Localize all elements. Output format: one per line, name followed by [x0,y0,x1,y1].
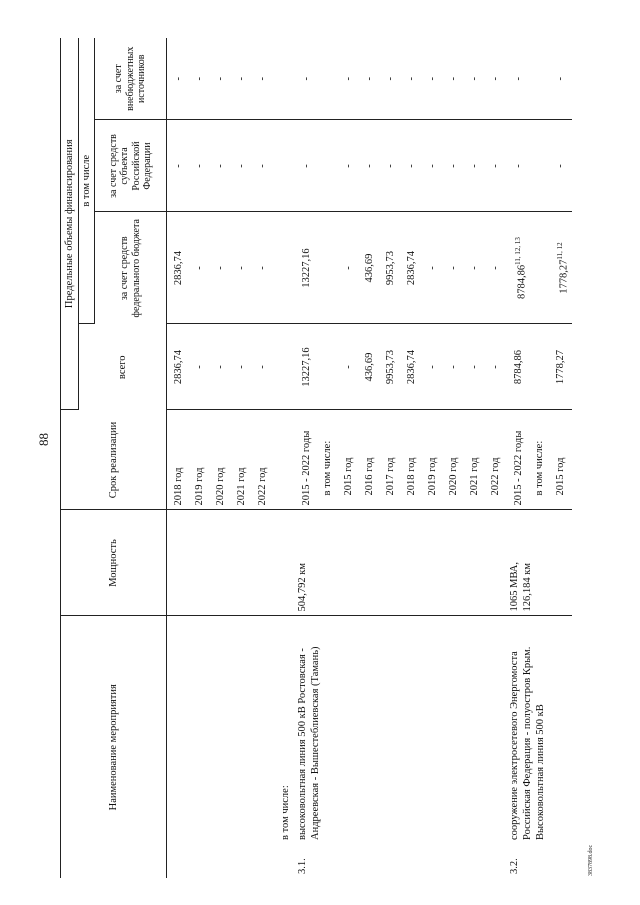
rotated-page [60,38,620,878]
in-that-label: в том числе: [534,440,546,496]
page-number: 88 [36,433,51,446]
extra-cell: - - - - - [167,38,275,120]
period-range: 2015 - 2022 годы [513,430,525,506]
financing-table [60,38,572,878]
header-capacity: Мощность [61,510,167,616]
year-label: 2019 год [427,457,439,496]
header-including: в том числе [79,38,95,324]
year-label: 2015 год [555,457,567,496]
header-federal: за счет средств федерального бюджета [95,212,167,324]
year-label: 2020 год [215,467,227,506]
document-reference: 3837898.doc [588,844,594,876]
regional-cell: - - - - - - - - - [274,120,507,212]
federal-cell: 8784,86$^{11, 12, 13}$ 1778,27$^{11, 12}$ [507,212,572,324]
activity-name-cell [274,616,507,878]
year-label: 2016 год [364,457,376,496]
year-label: 2022 год [490,457,502,496]
year-label: 2021 год [236,467,248,506]
regional-cell: - - [507,120,572,212]
year-label: 2022 год [257,467,269,506]
row-index: 3.2. [509,858,521,874]
extra-cell: - - - - - - - - - [274,38,507,120]
in-that-label: в том числе: [322,440,334,496]
federal-cell: 2836,74 - - - - [167,212,275,324]
total-cell: 2836,74 - - - - [167,324,275,410]
period-range: 2015 - 2022 годы [301,430,313,506]
regional-cell: - - - - - [167,120,275,212]
extra-cell: - - [507,38,572,120]
header-funding-group: Предельные объемы финансирования [61,38,79,410]
header-regional: за счет средств субъекта Российской Федерации [95,120,167,212]
year-label: 2017 год [385,457,397,496]
header-name: Наименование мероприятия [61,616,167,878]
intro-label: в том числе: [280,785,292,840]
period-cell [274,410,507,510]
table-row [274,38,507,878]
activity-name: сооружение электросетевого Энергомоста Российская Федерация - полуостров Крым. Высоковольтная линия 500 кВ [509,646,547,840]
year-label: 2019 год [194,467,206,506]
period-cell [167,410,275,510]
year-label: 2015 год [343,457,355,496]
footnote-ref: 11, 12, 13 [514,237,523,265]
year-label: 2018 год [406,457,418,496]
table-row [507,38,572,878]
period-cell [507,410,572,510]
footnote-ref: 11, 12 [556,242,565,260]
capacity-value: 504,792 км [297,563,309,612]
header-extra: за счет внебюджетных источников [95,38,167,120]
capacity-value: 1065 МВА, 126,184 км [509,561,534,612]
year-label: 2020 год [448,457,460,496]
capacity-cell [507,510,572,616]
table-row [167,38,275,878]
table-header [61,38,167,878]
row-index: 3.1. [297,858,309,874]
total-cell: 8784,86 1778,27 [507,324,572,410]
activity-name-cell [507,616,572,878]
capacity-cell [274,510,507,616]
activity-name: высоковольтная линия 500 кВ Ростовская - Андреевская - Вышестеблиевская (Тамань) [297,646,322,840]
year-label: 2021 год [469,457,481,496]
header-period: Срок реализации [61,410,167,510]
header-total: всего [79,324,167,410]
year-label: 2018 год [173,467,185,506]
total-cell: 13227,16 - 436,69 9953,73 2836,74 - - - - [274,324,507,410]
federal-cell: 13227,16 - 436,69 9953,73 2836,74 - - - - [274,212,507,324]
